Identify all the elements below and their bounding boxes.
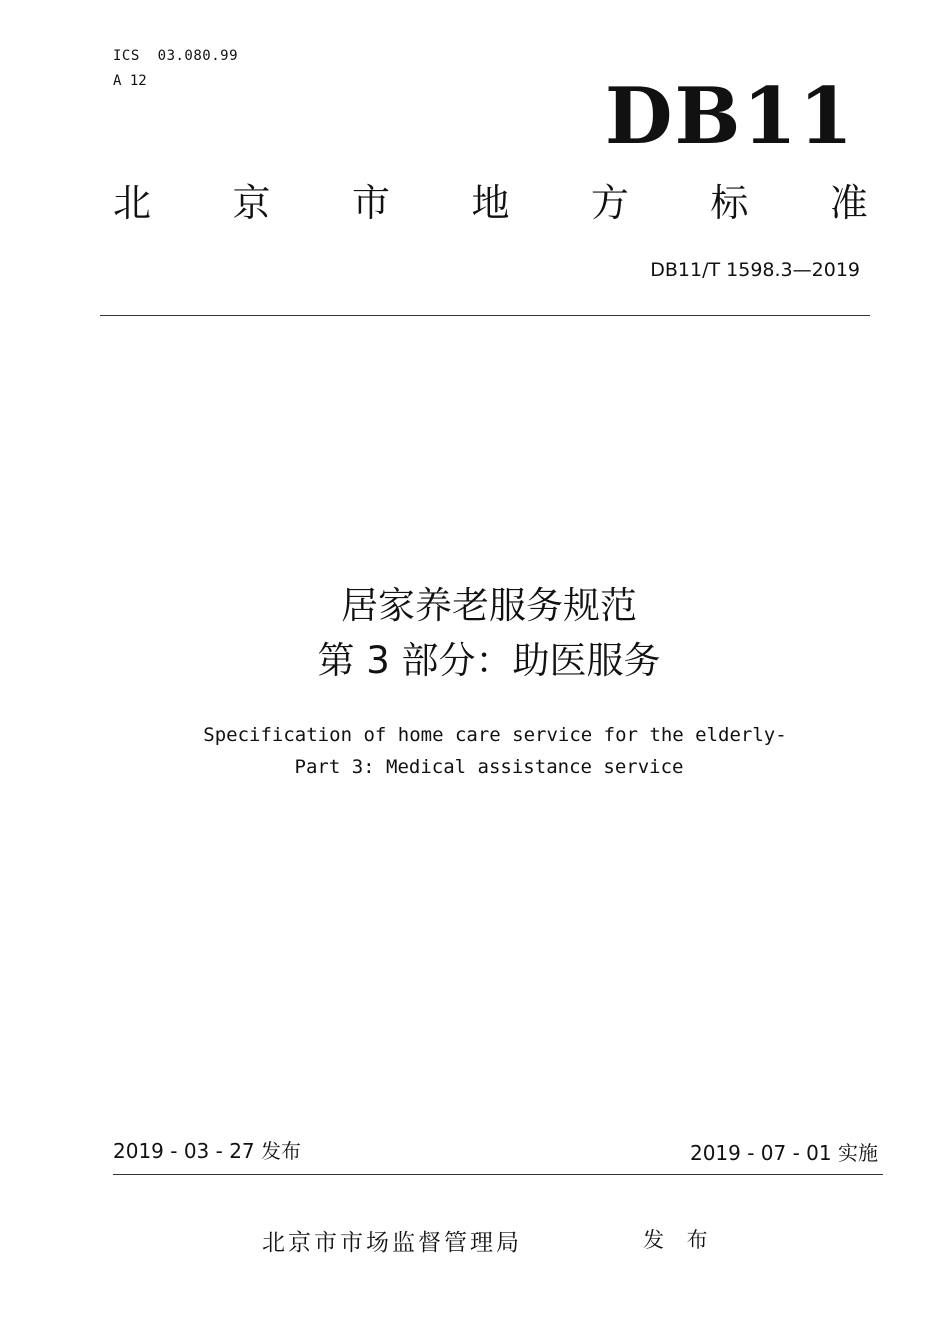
standard-title-char: 方	[590, 181, 629, 225]
standard-title-char: 准	[829, 181, 868, 225]
english-title-line-2: Part 3: Medical assistance service	[294, 756, 684, 778]
implementation-date: 2019 - 07 - 01 实施	[689, 1141, 878, 1165]
standard-number: DB11/T 1598.3—2019	[650, 259, 860, 281]
standard-category-title	[113, 181, 868, 225]
english-title-line-1: Specification of home care service for the elderly-	[203, 724, 787, 746]
classification-code: A 12	[113, 73, 147, 89]
standard-title-char: 标	[710, 181, 749, 225]
ics-code: ICS 03.080.99	[113, 48, 239, 64]
standard-title-char: 市	[351, 181, 390, 225]
issue-label: 发 布	[643, 1228, 716, 1252]
chinese-title-line-2: 第 3 部分：助医服务	[317, 639, 661, 682]
top-divider	[100, 315, 870, 316]
standard-title-char: 地	[471, 181, 510, 225]
standard-title-char: 京	[232, 181, 271, 225]
chinese-title-line-1: 居家养老服务规范	[341, 584, 637, 627]
issue-date: 2019 - 03 - 27 发布	[113, 1139, 302, 1163]
issuing-authority: 北京市市场监督管理局	[262, 1230, 522, 1256]
db11-logo: DB11	[604, 71, 855, 162]
standard-title-char: 北	[113, 181, 152, 225]
bottom-divider	[113, 1174, 883, 1175]
